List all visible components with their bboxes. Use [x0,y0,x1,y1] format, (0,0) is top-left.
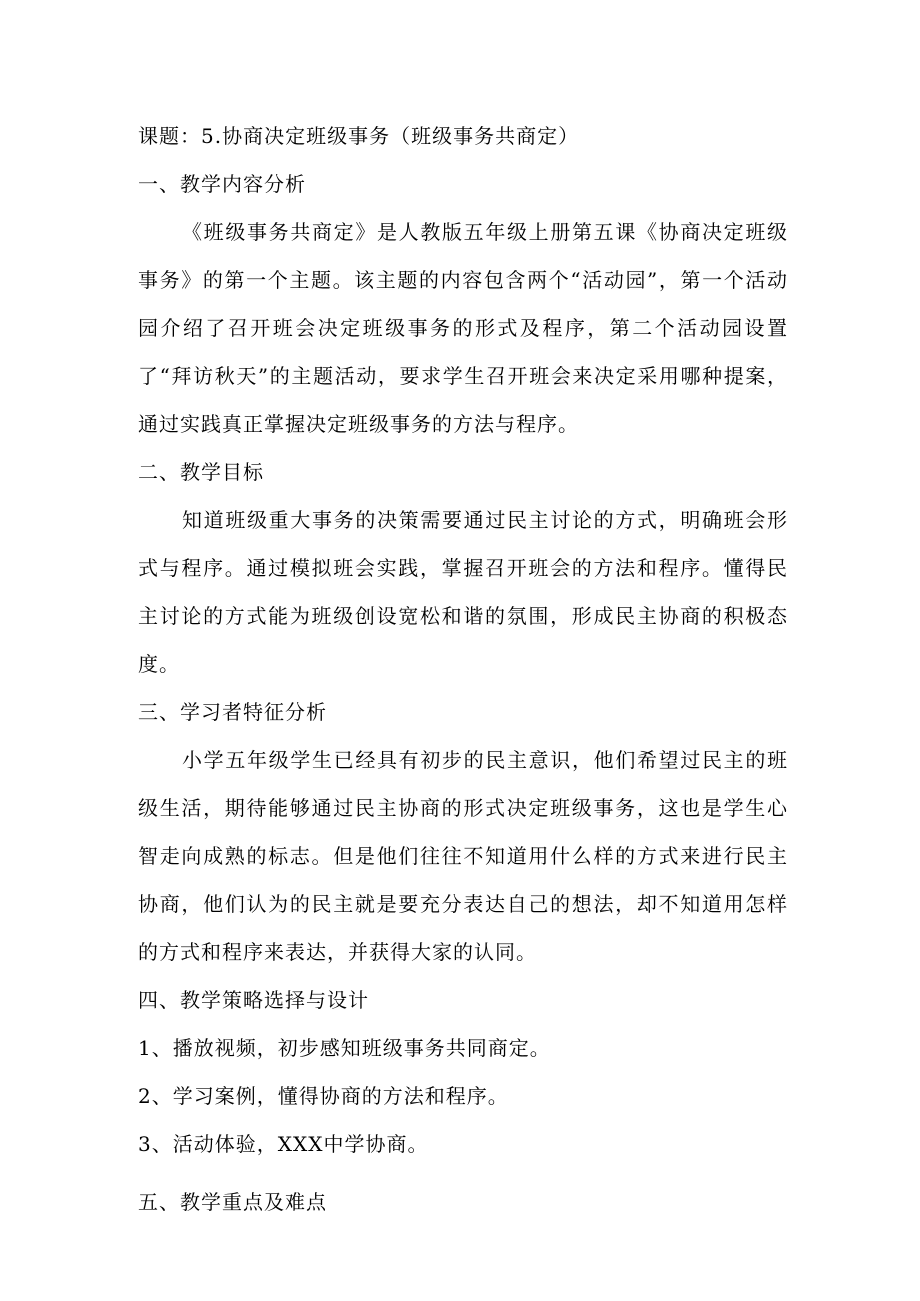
section-heading-learner-analysis: 三、学习者特征分析 [138,700,327,724]
paragraph-content-analysis: 《班级事务共商定》是人教版五年级上册第五课《协商决定班级事务》的第一个主题。该主题的内容包含两个“活动园”，第一个活动园介绍了召开班会决定班级事务的形式及程序，第二个活动园设置了“拜访秋天”的主题活动，要求学生召开班会来决定采用哪种提案，通过实践真正掌握决定班级事务的方法与程序。 [138,220,788,436]
section-heading-teaching-goals: 二、教学目标 [138,460,264,484]
list-item-strategy-2: 2、学习案例，懂得协商的方法和程序。 [138,1084,509,1108]
paragraph-learner-analysis: 小学五年级学生已经具有初步的民主意识，他们希望过民主的班级生活，期待能够通过民主协商的形式决定班级事务，这也是学生心智走向成熟的标志。但是他们往往不知道用什么样的方式来进行民主协商，他们认为的民主就是要充分表达自己的想法，却不知道用怎样的方式和程序来表达，并获得大家的认同。 [138,748,788,964]
paragraph-teaching-goals: 知道班级重大事务的决策需要通过民主讨论的方式，明确班会形式与程序。通过模拟班会实践，掌握召开班会的方法和程序。懂得民主讨论的方式能为班级创设宽松和谐的氛围，形成民主协商的积极态度。 [138,508,788,676]
document-body [138,112,788,1226]
list-item-strategy-1: 1、播放视频，初步感知班级事务共同商定。 [138,1036,551,1060]
spacer [138,1168,788,1178]
section-heading-teaching-strategy: 四、教学策略选择与设计 [138,988,369,1012]
section-heading-key-points: 五、教学重点及难点 [138,1190,327,1214]
list-item-strategy-3: 3、活动体验，XXX中学协商。 [138,1132,429,1156]
lesson-title: 课题：5.协商决定班级事务（班级事务共商定） [138,124,580,148]
section-heading-content-analysis: 一、教学内容分析 [138,172,306,196]
